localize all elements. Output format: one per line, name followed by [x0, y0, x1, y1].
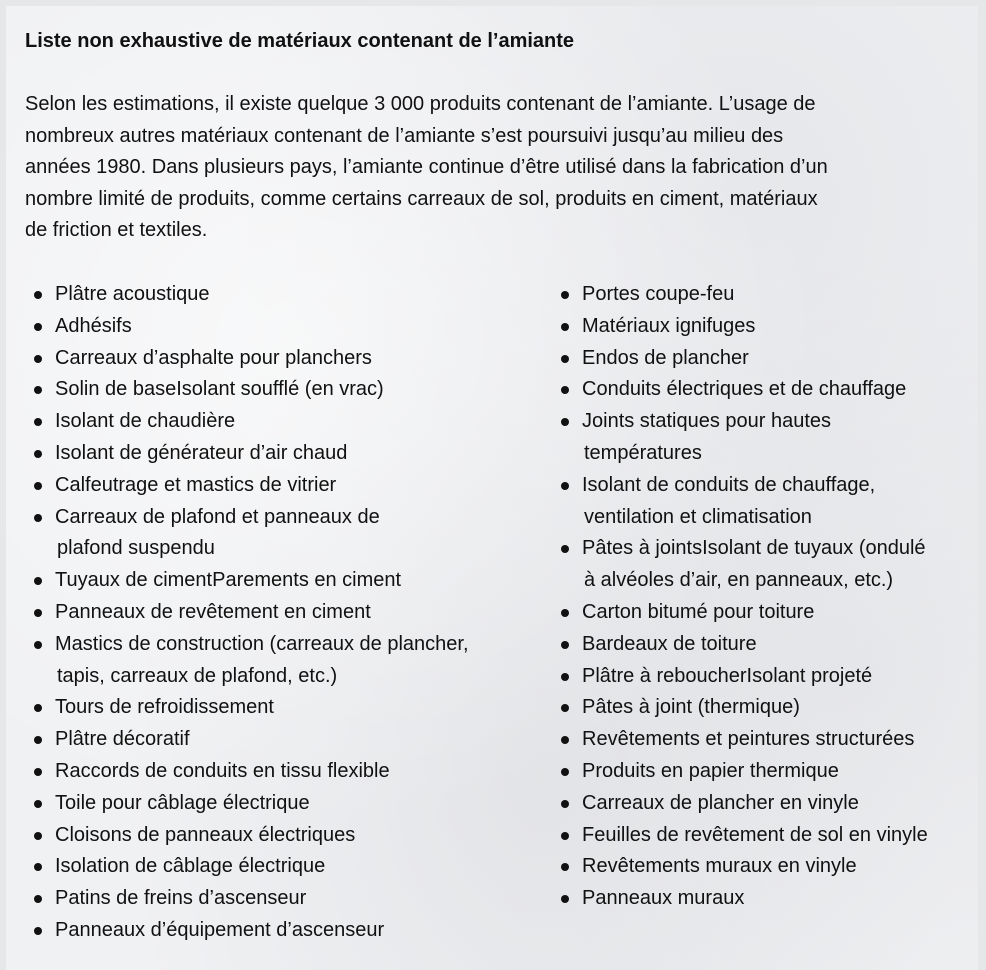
list-item-text: Carreaux de plafond et panneaux de	[55, 505, 380, 528]
list-item	[25, 374, 469, 406]
document-panel	[6, 6, 978, 970]
intro-line: années 1980. Dans plusieurs pays, l’amiante continue d’être utilisé dans la fabrication d’un	[25, 156, 828, 179]
list-item-text: Panneaux muraux	[582, 887, 745, 910]
list-item-text: Panneaux de revêtement en ciment	[55, 600, 371, 623]
list-item-text: à alvéoles d’air, en panneaux, etc.)	[584, 569, 894, 592]
list-item-text: Isolation de câblage électrique	[55, 855, 326, 878]
list-item-text: Mastics de construction (carreaux de plancher,	[55, 632, 469, 655]
list-item	[25, 915, 469, 947]
list-item-text: plafond suspendu	[57, 537, 215, 560]
list-item	[552, 629, 928, 661]
list-item	[552, 311, 928, 343]
list-item	[552, 279, 928, 311]
list-item	[25, 470, 469, 502]
list-item	[552, 756, 928, 788]
list-item	[25, 279, 469, 311]
list-item-text: Adhésifs	[55, 314, 132, 337]
intro-line: nombreux autres matériaux contenant de l’amiante s’est poursuivi jusqu’au milieu des	[25, 124, 784, 147]
materials-list-right	[552, 279, 928, 915]
list-item	[552, 788, 928, 820]
list-item	[552, 724, 928, 756]
list-item-text: Pâtes à jointsIsolant de tuyaux (ondulé	[582, 537, 926, 560]
list-item-text: Tours de refroidissement	[55, 696, 274, 719]
list-item-text: Feuilles de revêtement de sol en vinyle	[582, 823, 928, 846]
list-item-text: Revêtements muraux en vinyle	[582, 855, 857, 878]
list-item	[25, 502, 469, 566]
list-item-text: Raccords de conduits en tissu flexible	[55, 759, 390, 782]
list-item-text: Panneaux d’équipement d’ascenseur	[55, 918, 385, 941]
list-item-text: Patins de freins d’ascenseur	[55, 887, 307, 910]
list-item-text: Tuyaux de cimentParements en ciment	[55, 569, 402, 592]
list-item	[25, 343, 469, 375]
list-item	[25, 756, 469, 788]
list-item-text: Isolant de conduits de chauffage,	[582, 473, 876, 496]
list-item-text: Solin de baseIsolant soufflé (en vrac)	[55, 378, 384, 401]
list-item-text: Pâtes à joint (thermique)	[582, 696, 800, 719]
intro-line: nombre limité de produits, comme certains carreaux de sol, produits en ciment, matériaux	[25, 187, 818, 210]
list-item	[25, 851, 469, 883]
list-item	[25, 883, 469, 915]
list-item	[552, 406, 928, 470]
list-item-text: Plâtre acoustique	[55, 283, 210, 305]
list-item-text: Conduits électriques et de chauffage	[582, 378, 907, 401]
list-item-text: ventilation et climatisation	[584, 505, 812, 528]
list-item-text: Carton bitumé pour toiture	[582, 600, 815, 623]
list-item	[25, 692, 469, 724]
list-item-text: Endos de plancher	[582, 346, 749, 369]
list-item	[552, 533, 928, 597]
list-item	[25, 438, 469, 470]
list-item-text: Isolant de générateur d’air chaud	[55, 441, 348, 464]
list-item-text: Toile pour câblage électrique	[55, 791, 310, 814]
list-item-text: Calfeutrage et mastics de vitrier	[55, 473, 337, 496]
list-item	[25, 565, 469, 597]
list-item	[25, 788, 469, 820]
list-item	[25, 820, 469, 852]
list-item	[552, 851, 928, 883]
list-item	[552, 343, 928, 375]
list-item	[25, 597, 469, 629]
list-item-text: Plâtre à reboucherIsolant projeté	[582, 664, 873, 687]
list-item-text: Revêtements et peintures structurées	[582, 728, 915, 751]
intro-paragraph	[25, 89, 955, 247]
list-item	[25, 406, 469, 438]
list-item	[552, 820, 928, 852]
list-item-text: tapis, carreaux de plafond, etc.)	[57, 664, 338, 687]
intro-line: Selon les estimations, il existe quelque 3 000 produits contenant de l’amiante. L’usage de	[25, 93, 816, 115]
list-item-text: températures	[584, 441, 702, 464]
list-item	[552, 883, 928, 915]
list-item-text: Carreaux d’asphalte pour planchers	[55, 346, 372, 369]
document-title: Liste non exhaustive de matériaux contenant de l’amiante	[25, 30, 575, 52]
list-item	[25, 724, 469, 756]
list-item	[552, 374, 928, 406]
list-item-text: Joints statiques pour hautes	[582, 410, 832, 433]
list-item	[552, 597, 928, 629]
list-item	[25, 311, 469, 343]
list-item-text: Carreaux de plancher en vinyle	[582, 791, 859, 814]
list-item-text: Produits en papier thermique	[582, 759, 839, 782]
list-item	[552, 470, 928, 534]
list-item-text: Isolant de chaudière	[55, 410, 236, 433]
list-item-text: Portes coupe-feu	[582, 283, 735, 305]
intro-line: de friction et textiles.	[25, 219, 208, 242]
list-item-text: Matériaux ignifuges	[582, 314, 756, 337]
list-item	[25, 629, 469, 693]
list-item	[552, 661, 928, 693]
list-item-text: Bardeaux de toiture	[582, 632, 757, 655]
list-item-text: Cloisons de panneaux électriques	[55, 823, 356, 846]
materials-list-left	[25, 279, 469, 947]
list-item	[552, 692, 928, 724]
list-item-text: Plâtre décoratif	[55, 728, 190, 751]
